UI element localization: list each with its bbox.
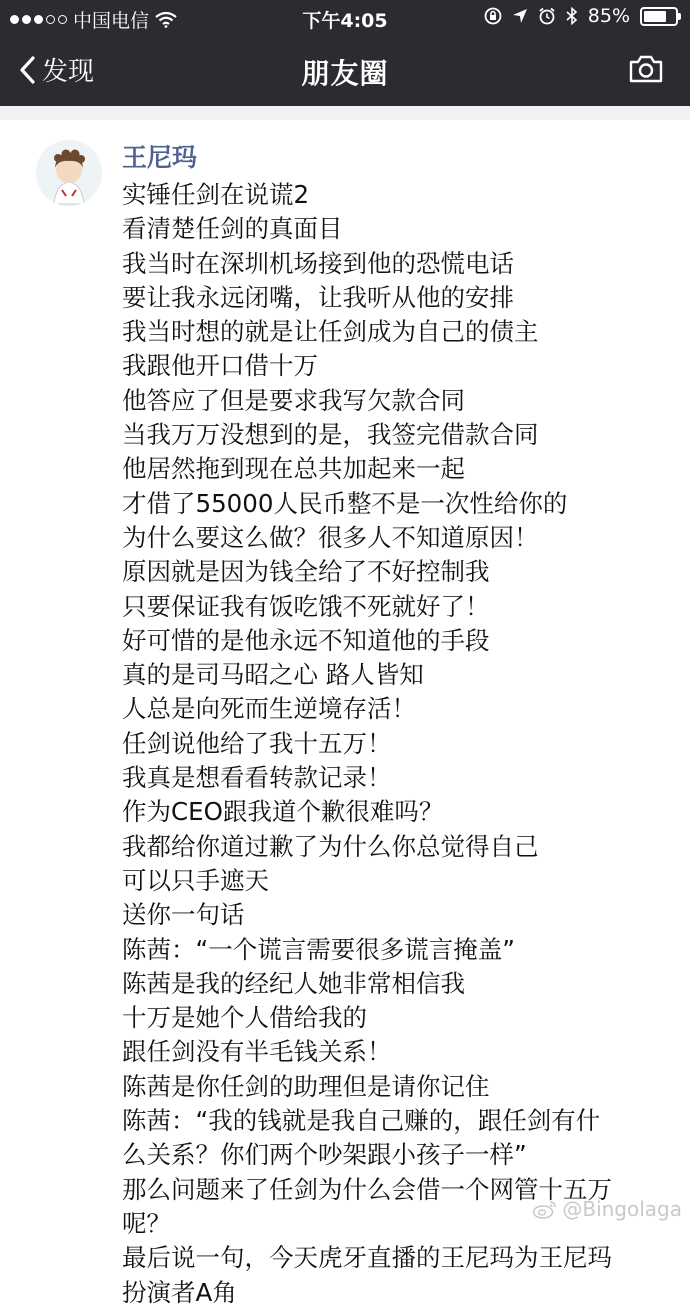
post-text-line: 扮演者A角 [122, 1277, 237, 1307]
post-text-line: 最后说一句，今天虎牙直播的王尼玛为王尼玛 [122, 1243, 612, 1273]
back-label: 发现 [42, 57, 95, 87]
post-text-line: 我当时在深圳机场接到他的恐慌电话 [122, 248, 514, 278]
bluetooth-icon [566, 7, 578, 25]
post-text-line: 真的是司马昭之心 路人皆知 [122, 660, 424, 690]
carrier-label: 中国电信 [73, 10, 150, 32]
battery-percent: 85% [587, 5, 630, 27]
post-text-line: 实锤任剑在说谎2 [122, 180, 310, 209]
orientation-lock-icon [484, 7, 502, 25]
post-text-line: 要让我永远闭嘴，让我听从他的安排 [122, 282, 514, 312]
post-text-line: 十万是她个人借给我的 [122, 1003, 367, 1033]
post-text-line: 他居然拖到现在总共加起来一起 [122, 454, 465, 484]
moment-post [0, 120, 690, 1307]
post-text-line: 送你一句话 [122, 900, 245, 930]
post-text-line: 陈茜是你任剑的助理但是请你记住 [122, 1071, 490, 1101]
camera-icon [628, 54, 664, 84]
page-title: 朋友圈 [301, 57, 389, 90]
location-arrow-icon [512, 8, 528, 24]
post-text-line: 原因就是因为钱全给了不好控制我 [122, 557, 490, 587]
post-text-line: 么关系？你们两个吵架跟小孩子一样” [122, 1140, 527, 1170]
post-text-line: 我真是想看看转款记录！ [122, 763, 392, 793]
post-text-line: 只要保证我有饭吃饿不死就好了！ [122, 591, 490, 621]
post-text-line: 他答应了但是要求我写欠款合同 [122, 385, 465, 415]
post-text-line: 陈茜：“一个谎言需要很多谎言掩盖” [122, 934, 515, 964]
post-text-line: 好可惜的是他永远不知道他的手段 [122, 625, 490, 655]
feed-divider [0, 106, 690, 120]
post-text-line: 才借了55000人民币整不是一次性给你的 [122, 488, 568, 518]
post-text [122, 178, 682, 1310]
post-text-line: 作为CEO跟我道个歉很难吗？ [122, 797, 444, 827]
status-bar [0, 0, 690, 36]
post-text-line: 我都给你道过歉了为什么你总觉得自己 [122, 831, 539, 861]
post-author[interactable]: 王尼玛 [122, 143, 198, 172]
nav-bar [0, 36, 690, 106]
post-text-line: 我当时想的就是让任剑成为自己的债主 [122, 317, 539, 347]
post-text-line: 陈茜：“我的钱就是我自己赚的，跟任剑有什 [122, 1106, 601, 1136]
post-text-line: 人总是向死而生逆境存活！ [122, 694, 416, 724]
alarm-icon [538, 7, 556, 25]
watermark-text: @Bingolaga [562, 1197, 682, 1221]
post-text-line: 任剑说他给了我十五万！ [122, 728, 392, 758]
avatar[interactable] [36, 140, 102, 206]
post-text-line: 当我万万没想到的是，我签完借款合同 [122, 420, 539, 450]
battery-icon [640, 7, 678, 26]
status-time: 下午4:05 [302, 10, 388, 32]
status-right [484, 5, 678, 27]
post-text-line: 为什么要这么做？很多人不知道原因！ [122, 522, 539, 552]
post-text-line: 陈茜是我的经纪人她非常相信我 [122, 968, 465, 998]
weibo-logo-icon [532, 1199, 558, 1219]
post-text-line: 呢？ [122, 1208, 171, 1238]
battery-level [644, 11, 666, 22]
post-text-line: 可以只手遮天 [122, 865, 269, 895]
post-text-line: 我跟他开口借十万 [122, 351, 318, 381]
watermark [532, 1197, 682, 1221]
post-text-line: 看清楚任剑的真面目 [122, 214, 343, 244]
post-text-line: 跟任剑没有半毛钱关系！ [122, 1037, 392, 1067]
post-text-line: 那么问题来了任剑为什么会借一个网管十五万 [122, 1174, 612, 1204]
avatar-cartoon-icon [36, 140, 102, 206]
camera-button[interactable] [628, 54, 664, 88]
